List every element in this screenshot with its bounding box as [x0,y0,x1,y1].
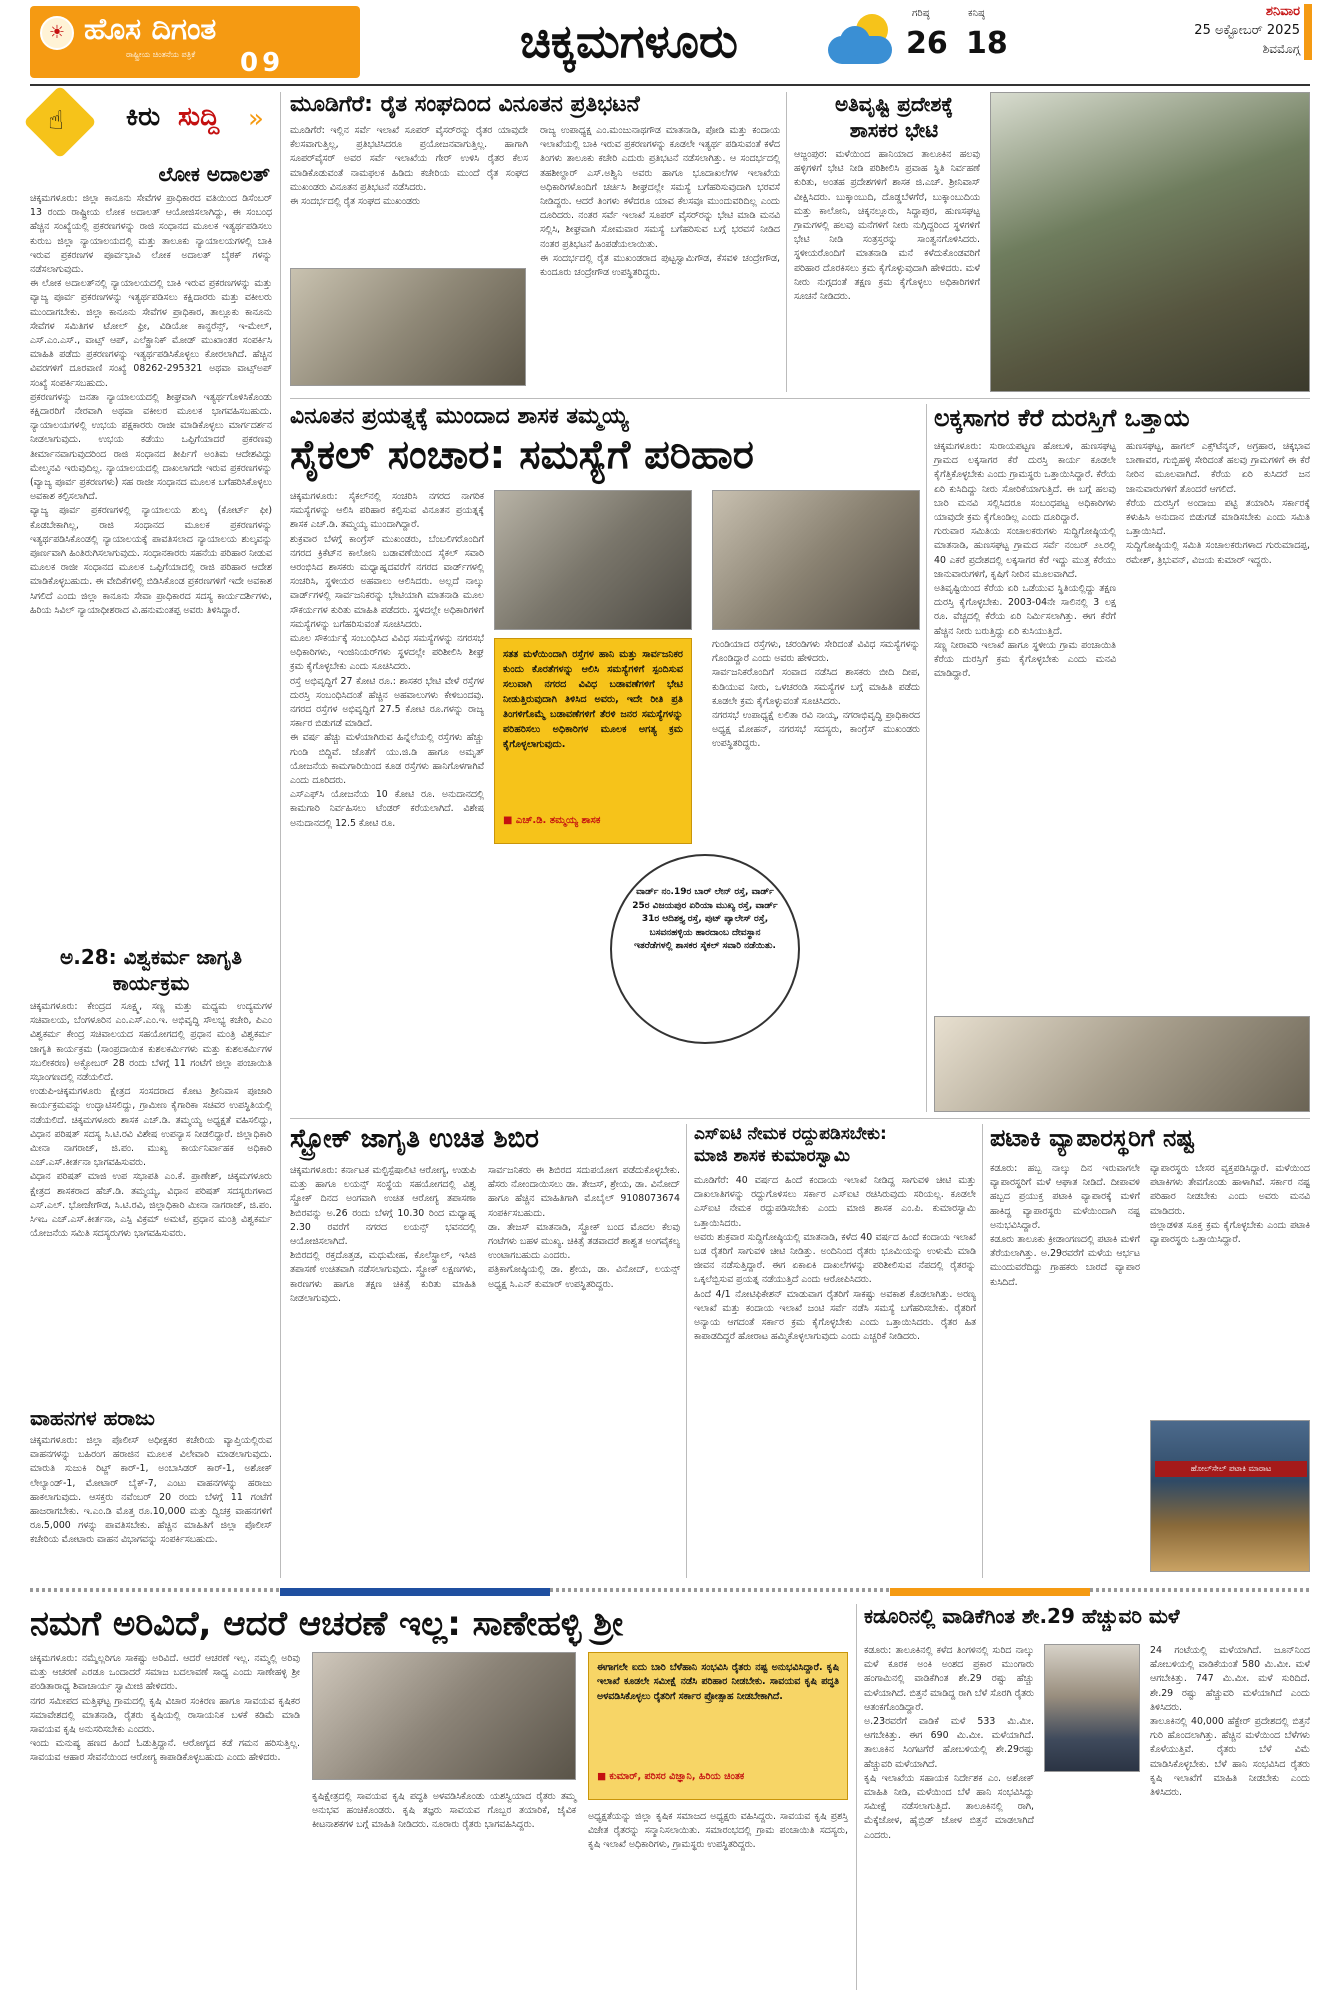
cycle-circle-callout [610,854,800,1044]
lakkasagara-body-a: ಚಿಕ್ಕಮಗಳೂರು: ಸುರಾಯಪಟ್ಟಣ ಹೋಬಳಿ, ಹುಣಸಘಟ್ಟ ಗ್ರಾಮದ ಲಕ್ಕಸಾಗರ ಕೆರೆ ದುರಸ್ತಿ ಕಾರ್ಯ ಕೂಡಲೇ ಕೈಗೆತ್ತಿಕೊಳ್ಳಬೇಕು ಎಂದು ಗ್ರಾಮಸ್ಥರು ಒತ್ತಾಯಿಸಿದ್ದಾರೆ. ಕೆರೆಯ ಏರಿ ಕುಸಿದಿದ್ದು ನೀರು ಸೋರಿಕೆಯಾಗುತ್ತಿದೆ. ಈ ಬಗ್ಗೆ ಹಲವು ಬಾರಿ ಮನವಿ ಸಲ್ಲಿಸಿದರೂ ಸಂಬಂಧಪಟ್ಟ ಅಧಿಕಾರಿಗಳು ಯಾವುದೇ ಕ್ರಮ ಕೈಗೊಂಡಿಲ್ಲ ಎಂದು ದೂರಿದ್ದಾರೆ. ಗುರುವಾರ ಸಮಿತಿಯ ಸಂಚಾಲಕರುಗಳು ಸುದ್ದಿಗೋಷ್ಠಿಯಲ್ಲಿ ಮಾತನಾಡಿ, ಹುಣಸಘಟ್ಟ ಗ್ರಾಮದ ಸರ್ವೆ ನಂಬರ್ ೨೬ರಲ್ಲಿ 40 ಎಕರೆ ಪ್ರದೇಶದಲ್ಲಿ ಲಕ್ಕಸಾಗರ ಕೆರೆ ಇದ್ದು ಮುತ್ತ ಕೆರೆಯು ಜಾನುವಾರುಗಳಿಗೆ, ಕೃಷಿಗೆ ನೀರಿನ ಮೂಲವಾಗಿದೆ. ಅತಿವೃಷ್ಟಿಯಿಂದ ಕೆರೆಯ ಏರಿ ಒಡೆಯುವ ಸ್ಥಿತಿಯಲ್ಲಿದ್ದು ತಕ್ಷಣ ದುರಸ್ತಿ ಕೈಗೊಳ್ಳಬೇಕು. 2003-04ನೇ ಸಾಲಿನಲ್ಲಿ 3 ಲಕ್ಷ ರೂ. ವೆಚ್ಚದಲ್ಲಿ ಕೆರೆಯ ಏರಿ ನಿರ್ಮಿಸಲಾಗಿತ್ತು. ಈಗ ಕೆರೆಗೆ ಹೆಚ್ಚಿನ ನೀರು ಬರುತ್ತಿದ್ದು ಏರಿ ಕುಸಿಯುತ್ತಿದೆ. ಸಣ್ಣ ನೀರಾವರಿ ಇಲಾಖೆ ಹಾಗೂ ಸ್ಥಳೀಯ ಗ್ರಾಮ ಪಂಚಾಯಿತಿ ಕೆರೆಯ ದುರಸ್ತಿಗೆ ಕ್ರಮ ಕೈಗೊಳ್ಳಬೇಕು ಎಂದು ಮನವಿ ಮಾಡಿದ್ದಾರೆ. [934,441,1116,680]
cycle-quote-text: ಸತತ ಮಳೆಯಿಂದಾಗಿ ರಸ್ತೆಗಳ ಹಾನಿ ಮತ್ತು ಸಾರ್ವಜನಿಕರ ಕುಂದು ಕೊರತೆಗಳನ್ನು ಆಲಿಸಿ ಸಮಸ್ಯೆಗಳಿಗೆ ಸ್ಪಂದಿಸುವ ಸಲುವಾಗಿ ನಗರದ ವಿವಿಧ ಬಡಾವಣೆಗಳಿಗೆ ಭೇಟಿ ನೀಡುತ್ತಿರುವುದಾಗಿ ತಿಳಿಸಿದ ಅವರು, ಇದೇ ರೀತಿ ಪ್ರತಿ ತಿಂಗಳಿಗೊಮ್ಮೆ ಬಡಾವಣೆಗಳಿಗೆ ತೆರಳಿ ಜನರ ಸಮಸ್ಯೆಗಳನ್ನು ಪರಿಹರಿಸಲು ಅಧಿಕಾರಿಗಳ ಮೂಲಕ ಅಗತ್ಯ ಕ್ರಮ ಕೈಗೊಳ್ಳಲಾಗುವುದು. [503,649,687,750]
article-cycle [290,404,920,1112]
article-stroke [290,1124,680,1578]
logo-text: ಹೊಸ ದಿಗಂತ [84,12,217,47]
lakkasagara-title: ಲಕ್ಕಸಾಗರ ಕೆರೆ ದುರಸ್ತಿಗೆ ಒತ್ತಾಯ [934,404,1190,432]
suddi-label: ಸುದ್ದಿ [178,102,220,132]
pataki-shop-sign: ಹೋಲ್‌ಸೇಲ್ ಪಟಾಕಿ ಮಾರಾಟ [1155,1461,1307,1477]
vahan-body: ಚಿಕ್ಕಮಗಳೂರು: ಜಿಲ್ಲಾ ಪೊಲೀಸ್ ಅಧೀಕ್ಷಕರ ಕಚೇರಿಯ ವ್ಯಾಪ್ತಿಯಲ್ಲಿರುವ ವಾಹನಗಳನ್ನು ಬಹಿರಂಗ ಹರಾಜಿನ ಮೂಲಕ ವಿಲೇವಾರಿ ಮಾಡಲಾಗುವುದು. ಮಾರುತಿ ಸುಜುಕಿ ರಿಟ್ಜ್ ಕಾರ್-1, ಅಂಬಾಸಿಡರ್ ಕಾರ್-1, ಅಶೋಕ್ ಲೇಲ್ಯಾಂಡ್-1, ಮೋಟಾರ್ ಬೈಕ್-7, ಎಂಟು ವಾಹನಗಳನ್ನು ಹರಾಜು ಹಾಕಲಾಗುವುದು. ಆಸಕ್ತರು ನವೆಂಬರ್ 20 ರಂದು ಬೆಳಗ್ಗೆ 11 ಗಂಟೆಗೆ ಹಾಜರಾಗಬೇಕು. ಇ.ಎಂ.ಡಿ ಮೊತ್ತ ರೂ.10,000 ಮತ್ತು ದ್ವಿಚಕ್ರ ವಾಹನಗಳಿಗೆ ರೂ.5,000 ಗಳನ್ನು ಪಾವತಿಸಬೇಕು. ಹೆಚ್ಚಿನ ಮಾಹಿತಿಗೆ ಜಿಲ್ಲಾ ಪೊಲೀಸ್ ಕಚೇರಿಯ ಮೋಟಾರು ವಾಹನ ವಿಭಾಗವನ್ನು ಸಂಪರ್ಕಿಸಬಹುದು. [30,1435,275,1546]
sanehalli-title: ನಮಗೆ ಅರಿವಿದೆ, ಆದರೆ ಆಚರಣೆ ಇಲ್ಲ: ಸಾಣೇಹಳ್ಳಿ ಶ್ರೀ [30,1604,624,1644]
sit-title-1: ಎಸ್‌ಐಟಿ ನೇಮಕ ರದ್ದುಪಡಿಸಬೇಕು: [694,1124,887,1144]
cycle-quote-box [494,638,692,844]
masthead [0,0,1339,84]
masthead-accent [1304,4,1312,60]
cycle-photo-2 [712,490,920,630]
max-temp-label: ಗರಿಷ್ಠ [912,8,930,19]
cycle-title: ಸೈಕಲ್ ಸಂಚಾರ: ಸಮಸ್ಯೆಗೆ ಪರಿಹಾರ [290,432,754,478]
stroke-body-b: ಸಾರ್ವಜನಿಕರು ಈ ಶಿಬಿರದ ಸದುಪಯೋಗ ಪಡೆದುಕೊಳ್ಳಬೇಕು. ಹೆಸರು ನೋಂದಾಯಿಸಲು ಡಾ. ತೇಜಸ್, ಶ್ರೇಯ, ಡಾ. ವಿನೋದ್ ಹಾಗೂ ಹೆಚ್ಚಿನ ಮಾಹಿತಿಗಾಗಿ ಮೊಬೈಲ್ 9108073674 ಸಂಪರ್ಕಿಸಬಹುದು. ಡಾ. ತೇಜಸ್ ಮಾತನಾಡಿ, ಸ್ಟ್ರೋಕ್ ಬಂದ ಮೊದಲ ಕೆಲವು ಗಂಟೆಗಳು ಬಹಳ ಮುಖ್ಯ. ಚಿಕಿತ್ಸೆ ತಡವಾದರೆ ಶಾಶ್ವತ ಅಂಗವೈಕಲ್ಯ ಉಂಟಾಗಬಹುದು ಎಂದರು. ಪತ್ರಿಕಾಗೋಷ್ಠಿಯಲ್ಲಿ ಡಾ. ಶ್ರೇಯ, ಡಾ. ವಿನೋದ್, ಲಯನ್ಸ್ ಅಧ್ಯಕ್ಷ ಸಿ.ಎನ್ ಕುಮಾರ್ ಉಪಸ್ಥಿತರಿದ್ದರು. [488,1165,680,1290]
section-rule [30,1588,1310,1596]
vish-title: ಅ.28: ವಿಶ್ವಕರ್ಮ ಜಾಗೃತಿ ಕಾರ್ಯಕ್ರಮ [60,945,242,995]
ativrushti-photo [990,92,1310,392]
chevrons-icon: » [248,104,264,134]
sanehalli-body-b: ಕೃಷಿಕ್ಷೇತ್ರದಲ್ಲಿ ಸಾವಯವ ಕೃಷಿ ಪದ್ಧತಿ ಅಳವಡಿಸಿಕೊಂಡು ಯಶಸ್ವಿಯಾದ ರೈತರು ತಮ್ಮ ಅನುಭವ ಹಂಚಿಕೊಂಡರು. ಕೃಷಿ ತಜ್ಞರು ಸಾವಯವ ಗೊಬ್ಬರ ತಯಾರಿಕೆ, ಜೈವಿಕ ಕೀಟನಾಶಕಗಳ ಬಗ್ಗೆ ಮಾಹಿತಿ ನೀಡಿದರು. ನೂರಾರು ರೈತರು ಭಾಗವಹಿಸಿದ್ದರು. [312,1791,579,1831]
vish-body: ಚಿಕ್ಕಮಗಳೂರು: ಕೇಂದ್ರದ ಸೂಕ್ಷ್ಮ, ಸಣ್ಣ ಮತ್ತು ಮಧ್ಯಮ ಉದ್ಯಮಗಳ ಸಚಿವಾಲಯ, ಬೆಂಗಳೂರಿನ ಎಂ.ಎಸ್.ಎಂ.ಇ. ಅಭಿವೃದ್ಧಿ ಸೌಲಭ್ಯ ಕಚೇರಿ, ಪಿಎಂ ವಿಶ್ವಕರ್ಮ ಕೇಂದ್ರ ಸಚಿವಾಲಯದ ಸಹಯೋಗದಲ್ಲಿ ಪ್ರಧಾನ ಮಂತ್ರಿ ವಿಶ್ವಕರ್ಮ ಜಾಗೃತಿ ಕಾರ್ಯಕ್ರಮ (ಸಾಂಪ್ರದಾಯಿಕ ಕುಶಲಕರ್ಮಿಗಳು ಮತ್ತು ಕುಶಲಕರ್ಮಿಗಳ ಸಬಲೀಕರಣ) ಅಕ್ಟೋಬರ್ 28 ರಂದು ಬೆಳಗ್ಗೆ 11 ಗಂಟೆಗೆ ಜಿಲ್ಲಾ ಪಂಚಾಯಿತಿ ಸಭಾಂಗಣದಲ್ಲಿ ನಡೆಯಲಿದೆ. ಉಡುಪಿ-ಚಿಕ್ಕಮಗಳೂರು ಕ್ಷೇತ್ರದ ಸಂಸದರಾದ ಕೋಟ ಶ್ರೀನಿವಾಸ ಪೂಜಾರಿ ಕಾರ್ಯಕ್ರಮವನ್ನು ಉದ್ಘಾಟಿಸಲಿದ್ದು, ಗ್ರಾಮೀಣ ಕೈಗಾರಿಕಾ ಸಚಿವರ ಉಪಸ್ಥಿತಿಯಲ್ಲಿ ನಡೆಯಲಿದೆ. ಚಿಕ್ಕಮಗಳೂರು ಶಾಸಕ ಎಚ್.ಡಿ. ತಮ್ಮಯ್ಯ ಅಧ್ಯಕ್ಷತೆ ವಹಿಸಲಿದ್ದು, ವಿಧಾನ ಪರಿಷತ್ ಸದಸ್ಯ ಸಿ.ಟಿ.ರವಿ ವಿಶೇಷ ಉಪನ್ಯಾಸ ನೀಡಲಿದ್ದಾರೆ. ಜಿಲ್ಲಾಧಿಕಾರಿ ಮೀನಾ ನಾಗರಾಜ್, ಜಿ.ಪಂ. ಮುಖ್ಯ ಕಾರ್ಯನಿರ್ವಾಹಕ ಅಧಿಕಾರಿ ಎಚ್.ಎಸ್.ಕೀರ್ತನಾ ಭಾಗವಹಿಸುವರು. ವಿಧಾನ ಪರಿಷತ್ ಮಾಜಿ ಉಪ ಸಭಾಪತಿ ಎಂ.ಕೆ. ಪ್ರಾಣೇಶ್, ಚಿಕ್ಕಮಗಳೂರು ಕ್ಷೇತ್ರದ ಶಾಸಕರಾದ ಹೆಚ್.ಡಿ. ತಮ್ಮಯ್ಯ, ವಿಧಾನ ಪರಿಷತ್ ಸದಸ್ಯರುಗಳಾದ ಎಸ್.ಎಲ್. ಭೋಜೇಗೌಡ, ಸಿ.ಟಿ.ರವಿ, ಜಿಲ್ಲಾಧಿಕಾರಿ ಮೀನಾ ನಾಗರಾಜ್, ಜಿ.ಪಂ. ಸಿಇಒ ಎಚ್.ಎಸ್.ಕೀರ್ತನಾ, ಎಸ್ಪಿ ವಿಕ್ರಮ್ ಅಮಟೆ, ಪ್ರಧಾನ ಮಂತ್ರಿ ವಿಶ್ವಕರ್ಮ ಯೋಜನೆಯ ಸಮಿತಿ ಸದಸ್ಯರುಗಳು ಭಾಗವಹಿಸುವರು. [30,1001,272,1240]
kadur-title: ಕಡೂರಿನಲ್ಲಿ ವಾಡಿಕೆಗಿಂತ ಶೇ.29 ಹೆಚ್ಚುವರಿ ಮಳೆ [864,1604,1180,1628]
sanehalli-body-c: ಅಧ್ಯಕ್ಷತೆಯನ್ನು ಜಿಲ್ಲಾ ಕೃಷಿಕ ಸಮಾಜದ ಅಧ್ಯಕ್ಷರು ವಹಿಸಿದ್ದರು. ಸಾವಯವ ಕೃಷಿ ಪ್ರಶಸ್ತಿ ವಿಜೇತ ರೈತರನ್ನು ಸನ್ಮಾನಿಸಲಾಯಿತು. ಸಮಾರಂಭದಲ್ಲಿ ಗ್ರಾಮ ಪಂಚಾಯಿತಿ ಸದಸ್ಯರು, ಕೃಷಿ ಇಲಾಖೆ ಅಧಿಕಾರಿಗಳು, ಗ್ರಾಮಸ್ಥರು ಉಪಸ್ಥಿತರಿದ್ದರು. [588,1811,851,1851]
article-kadur-rain [864,1604,1310,1990]
lok-title: ಲೋಕ ಅದಾಲತ್ [158,162,270,186]
sanehalli-quote-box [588,1652,848,1800]
pataki-body-a: ಕಡೂರು: ಹಬ್ಬ ನಾಲ್ಕು ದಿನ ಇರುವಾಗಲೇ ವ್ಯಾಪಾರಸ್ಥರಿಗೆ ಮಳೆ ಆಘಾತ ನೀಡಿದೆ. ದೀಪಾವಳಿ ಹಬ್ಬದ ಪ್ರಯುಕ್ತ ಪಟಾಕಿ ವ್ಯಾಪಾರಕ್ಕೆ ಮಳಿಗೆ ಹಾಕಿದ್ದ ವ್ಯಾಪಾರಸ್ಥರು ಮಳೆಯಿಂದಾಗಿ ನಷ್ಟ ಅನುಭವಿಸಿದ್ದಾರೆ. ಕಡೂರು ತಾಲೂಕು ಕ್ರೀಡಾಂಗಣದಲ್ಲಿ ಪಟಾಕಿ ಮಳಿಗೆ ತೆರೆಯಲಾಗಿತ್ತು. ಅ.29ರವರೆಗೆ ಮಳೆಯ ಆರ್ಭಟ ಮುಂದುವರೆದಿದ್ದು ಗ್ರಾಹಕರು ಬಾರದೆ ವ್ಯಾಪಾರ ಕುಸಿದಿದೆ. [990,1163,1140,1288]
kiru-suddi-banner: ☝ ಕಿರು ಸುದ್ದಿ » [30,92,272,152]
sit-title-2: ಮಾಜಿ ಶಾಸಕ ಕುಮಾರಸ್ವಾಮಿ [694,1146,850,1166]
stroke-body-a: ಚಿಕ್ಕಮಗಳೂರು: ಕರ್ನಾಟಕ ಮಲ್ಟಿಸ್ಪೆಷಾಲಿಟಿ ಆರೋಗ್ಯ, ಉಡುಪಿ ಮತ್ತು ಹಾಗೂ ಲಯನ್ಸ್ ಸಂಸ್ಥೆಯ ಸಹಯೋಗದಲ್ಲಿ ವಿಶ್ವ ಸ್ಟ್ರೋಕ್ ದಿನದ ಅಂಗವಾಗಿ ಉಚಿತ ಆರೋಗ್ಯ ತಪಾಸಣಾ ಶಿಬಿರವನ್ನು ಅ.26 ರಂದು ಬೆಳಗ್ಗೆ 10.30 ರಿಂದ ಮಧ್ಯಾಹ್ನ 2.30 ರವರೆಗೆ ನಗರದ ಲಯನ್ಸ್ ಭವನದಲ್ಲಿ ಆಯೋಜಿಸಲಾಗಿದೆ. ಶಿಬಿರದಲ್ಲಿ ರಕ್ತದೊತ್ತಡ, ಮಧುಮೇಹ, ಕೊಲೆಸ್ಟ್ರಾಲ್, ಇಸಿಜಿ ತಪಾಸಣೆ ಉಚಿತವಾಗಿ ನಡೆಸಲಾಗುವುದು. ಸ್ಟ್ರೋಕ್ ಲಕ್ಷಣಗಳು, ಕಾರಣಗಳು ಹಾಗೂ ತಕ್ಷಣ ಚಿಕಿತ್ಸೆ ಕುರಿತು ಮಾಹಿತಿ ನೀಡಲಾಗುವುದು. [290,1165,476,1304]
city-name: ಚಿಕ್ಕಮಗಳೂರು [520,14,738,68]
moodigere-body-a: ಮೂಡಿಗೆರೆ: ಇಲ್ಲಿನ ಸರ್ವೆ ಇಲಾಖೆ ಸೂಪರ್ ವೈಸರ್‌ರನ್ನು ರೈತರ ಯಾವುದೇ ಕೆಲಸವಾಗುತ್ತಿಲ್ಲ, ಪ್ರತಿಭಟಿಸಿದರೂ ಪ್ರಯೋಜನವಾಗುತ್ತಿಲ್ಲ. ಹಾಗಾಗಿ ಸೂಪರ್‌ವೈಸರ್ ಅವರ ಸರ್ವೆ ಇಲಾಖೆಯ ಗೇರ್ ಉಳಿಸಿ ರೈತರ ಕೆಲಸ ಮಾಡಿಕೊಡುವಂತೆ ನಾಮಫಲಕ ಹಿಡಿದು ಕಚೇರಿಯ ಮುಂದೆ ರೈತ ಸಂಘದ ಮುಖಂಡರು ವಿನೂತನ ಪ್ರತಿಭಟನೆ ನಡೆಸಿದರು. ಈ ಸಂದರ್ಭದಲ್ಲಿ ರೈತ ಸಂಘದ ಮುಖಂಡರು [290,125,528,208]
sidebar [30,92,275,1578]
kadur-body-b: 24 ಗಂಟೆಯಲ್ಲಿ ಮಳೆಯಾಗಿದೆ. ಜೂನ್‌ನಿಂದ ಹೋಬಳಿಯಲ್ಲಿ ವಾಡಿಕೆಯಂತೆ 580 ಮಿ.ಮೀ. ಮಳೆ ಆಗಬೇಕಿತ್ತು. 747 ಮಿ.ಮೀ. ಮಳೆ ಸುರಿದಿದೆ. ಶೇ.29 ರಷ್ಟು ಹೆಚ್ಚುವರಿ ಮಳೆಯಾಗಿದೆ ಎಂದು ತಿಳಿಸಿದರು. ತಾಲೂಕಿನಲ್ಲಿ 40,000 ಹೆಕ್ಟೇರ್ ಪ್ರದೇಶದಲ್ಲಿ ಬಿತ್ತನೆ ಗುರಿ ಹೊಂದಲಾಗಿತ್ತು. ಹೆಚ್ಚಿನ ಮಳೆಯಿಂದ ಬೆಳೆಗಳು ಕೊಳೆಯುತ್ತಿವೆ. ರೈತರು ಬೆಳೆ ವಿಮೆ ಮಾಡಿಸಿಕೊಳ್ಳಬೇಕು. ಬೆಳೆ ಹಾನಿ ಸಂಭವಿಸಿದ ರೈತರು ಕೃಷಿ ಇಲಾಖೆಗೆ ಮಾಹಿತಿ ನೀಡಬೇಕು ಎಂದು ತಿಳಿಸಿದರು. [1150,1645,1310,1799]
sit-body: ಮೂಡಿಗೆರೆ: 40 ವರ್ಷದ ಹಿಂದೆ ಕಂದಾಯ ಇಲಾಖೆ ನೀಡಿದ್ದ ಸಾಗುವಳಿ ಚೀಟಿ ಮತ್ತು ದಾಖಲಾತಿಗಳನ್ನು ರದ್ದುಗೊಳಿಸಲು ಸರ್ಕಾರ ಎಸ್‌ಐಟಿ ರಚಿಸಿರುವುದು ಸರಿಯಲ್ಲ. ಕೂಡಲೇ ಎಸ್‌ಐಟಿ ನೇಮಕ ರದ್ದುಪಡಿಸಬೇಕು ಎಂದು ಮಾಜಿ ಶಾಸಕ ಎಂ.ಪಿ. ಕುಮಾರಸ್ವಾಮಿ ಒತ್ತಾಯಿಸಿದರು. ಅವರು ಶುಕ್ರವಾರ ಸುದ್ದಿಗೋಷ್ಠಿಯಲ್ಲಿ ಮಾತನಾಡಿ, ಕಳೆದ 40 ವರ್ಷದ ಹಿಂದೆ ಕಂದಾಯ ಇಲಾಖೆ ಬಡ ರೈತರಿಗೆ ಸಾಗುವಳಿ ಚೀಟಿ ನೀಡಿತ್ತು. ಅಂದಿನಿಂದ ರೈತರು ಭೂಮಿಯನ್ನು ಉಳುಮೆ ಮಾಡಿ ಜೀವನ ನಡೆಸುತ್ತಿದ್ದಾರೆ. ಈಗ ಏಕಾಏಕಿ ದಾಖಲೆಗಳನ್ನು ಪರಿಶೀಲಿಸುವ ನೆಪದಲ್ಲಿ ರೈತರನ್ನು ಒಕ್ಕಲೆಬ್ಬಿಸುವ ಪ್ರಯತ್ನ ನಡೆಯುತ್ತಿದೆ ಎಂದು ಆರೋಪಿಸಿದರು. ಹಿಂದೆ 4/1 ನೋಟಿಫಿಕೇಶನ್ ಮಾಡುವಾಗ ರೈತರಿಗೆ ಸಾಕಷ್ಟು ಅವಕಾಶ ಕೊಡಲಾಗಿತ್ತು. ಅರಣ್ಯ ಇಲಾಖೆ ಮತ್ತು ಕಂದಾಯ ಇಲಾಖೆ ಜಂಟಿ ಸರ್ವೆ ನಡೆಸಿ ಸಮಸ್ಯೆ ಬಗೆಹರಿಸಬೇಕು. ರೈತರಿಗೆ ಅನ್ಯಾಯ ಆಗದಂತೆ ಸರ್ಕಾರ ಕ್ರಮ ಕೈಗೊಳ್ಳಬೇಕು ಎಂದು ಒತ್ತಾಯಿಸಿದರು. ರೈತರ ಹಿತ ಕಾಪಾಡದಿದ್ದರೆ ಹೋರಾಟ ಹಮ್ಮಿಕೊಳ್ಳಲಾಗುವುದು ಎಂದು ಎಚ್ಚರಿಕೆ ನೀಡಿದರು. [694,1175,976,1343]
article-sanehalli [30,1604,851,1990]
cycle-quote-byline: ■ ಎಚ್.ಡಿ. ತಮ್ಮಯ್ಯ ಶಾಸಕ [503,815,601,826]
pataki-body-b: ವ್ಯಾಪಾರಸ್ಥರು ಬೇಸರ ವ್ಯಕ್ತಪಡಿಸಿದ್ದಾರೆ. ಮಳೆಯಿಂದ ಪಟಾಕಿಗಳು ತೇವಗೊಂಡು ಹಾಳಾಗಿವೆ. ಸರ್ಕಾರ ನಷ್ಟ ಪರಿಹಾರ ನೀಡಬೇಕು ಎಂದು ಅವರು ಮನವಿ ಮಾಡಿದರು. ಜಿಲ್ಲಾಡಳಿತ ಸೂಕ್ತ ಕ್ರಮ ಕೈಗೊಳ್ಳಬೇಕು ಎಂದು ಪಟಾಕಿ ವ್ಯಾಪಾರಸ್ಥರು ಒತ್ತಾಯಿಸಿದ್ದಾರೆ. [1150,1163,1310,1246]
ativrushti-body: ಆಜ್ಜಂಪುರ: ಮಳೆಯಿಂದ ಹಾನಿಯಾದ ತಾಲೂಕಿನ ಹಲವು ಹಳ್ಳಿಗಳಿಗೆ ಭೇಟಿ ನೀಡಿ ಪರಿಶೀಲಿಸಿ ಪ್ರವಾಹ ಸ್ಥಿತಿ ನಿರ್ವಹಣೆ ಕುರಿತು, ಅಂತಹ ಪ್ರದೇಶಗಳಿಗೆ ಶಾಸಕ ಜಿ.ಎಚ್. ಶ್ರೀನಿವಾಸ್ ವೀಕ್ಷಿಸಿದರು. ಬುಕ್ಕಾಂಬುದಿ, ದೊಡ್ಡಬೆಳಗೆರೆ, ಬುಕ್ಕಾಂಬುದಿಯ ಮತ್ತು ಕಾಲೋನಿ, ಚಿಕ್ಕನಲ್ಲೂರು, ಸಿದ್ದಾಪುರ, ಹುಣಸಘಟ್ಟ ಗ್ರಾಮಗಳಲ್ಲಿ ಹಲವು ಮನೆಗಳಿಗೆ ನೀರು ನುಗ್ಗಿದ್ದರಿಂದ ಸ್ಥಳಗಳಿಗೆ ಭೇಟಿ ನೀಡಿ ಸಂತ್ರಸ್ತರನ್ನು ಸಾಂತ್ವನಗೊಳಿಸಿದರು. ಸ್ಥಳೀಯರೊಂದಿಗೆ ಮಾತನಾಡಿ ಮನೆ ಕಳೆದುಕೊಂಡವರಿಗೆ ಪರಿಹಾರ ದೊರಕಿಸಲು ಕ್ರಮ ಕೈಗೊಳ್ಳುವುದಾಗಿ ಹೇಳಿದರು. ಮಳೆ ನೀರು ನುಗ್ಗದಂತೆ ತಕ್ಷಣ ಕ್ರಮ ಕೈಗೊಳ್ಳಲು ಅಧಿಕಾರಿಗಳಿಗೆ ಸೂಚನೆ ನೀಡಿದರು. [794,149,983,303]
edition: ಶಿವಮೊಗ್ಗ [1262,42,1300,56]
weekday: ಶನಿವಾರ [1265,4,1300,19]
moodigere-body-b: ರಾಜ್ಯ ಉಪಾಧ್ಯಕ್ಷ ಎಂ.ಮಂಜುನಾಥಗೌಡ ಮಾತನಾಡಿ, ಪೋಡಿ ಮತ್ತು ಕಂದಾಯ ಇಲಾಖೆಯಲ್ಲಿ ಬಾಕಿ ಇರುವ ಪ್ರಕರಣಗಳನ್ನು ಕೂಡಲೇ ಇತ್ಯರ್ಥ ಪಡಿಸುವಂತೆ ಕಳೆದ ತಿಂಗಳು ತಾಲೂಕು ಕಚೇರಿ ಎದುರು ಪ್ರತಿಭಟನೆ ನಡೆಸಲಾಗಿತ್ತು. ಆ ಸಂದರ್ಭದಲ್ಲಿ ತಹಶೀಲ್ದಾರ್ ಎಸ್.ಅಶ್ವಿನಿ ಅವರು ಹಾಗೂ ಭೂದಾಖಲೆಗಳ ಇಲಾಖೆಯ ಅಧಿಕಾರಿಗಳೊಂದಿಗೆ ಚರ್ಚಿಸಿ ಶೀಘ್ರದಲ್ಲೇ ಸಮಸ್ಯೆ ಬಗೆಹರಿಸುವುದಾಗಿ ಭರವಸೆ ನೀಡಿದ್ದರು. ಆದರೆ ತಿಂಗಳು ಕಳೆದರೂ ಯಾವ ಕೆಲಸವೂ ಮುಂದುವರಿದಿಲ್ಲ ಎಂದು ದೂರಿದರು. ನಂತರ ಸರ್ವೆ ಇಲಾಖೆ ಸೂಪರ್ ವೈಸರ್‌ರನ್ನು ಭೇಟಿ ಮಾಡಿ ಮನವಿ ಸಲ್ಲಿಸಿ, ಶೀಘ್ರವಾಗಿ ಸೋಮವಾರ ಸಮಸ್ಯೆ ಬಗೆಹರಿಸುವ ಬಗ್ಗೆ ಭರವಸೆ ನೀಡಿದ ನಂತರ ಪ್ರತಿಭಟನೆ ಹಿಂಪಡೆಯಲಾಯಿತು. ಈ ಸಂದರ್ಭದಲ್ಲಿ ರೈತ ಮುಖಂಡರಾದ ಪುಟ್ಟಸ್ವಾಮಿಗೌಡ, ಕೆಸವಳಿ ಚಂದ್ರೇಗೌಡ, ಕುಂದೂರು ಚಂದ್ರೇಗೌಡ ಉಪಸ್ಥಿತರಿದ್ದರು. [540,125,780,279]
vahan-title: ವಾಹನಗಳ ಹರಾಜು [30,1406,155,1430]
logo-emblem-icon: ☀ [40,16,74,50]
sanehalli-body-a: ಚಿಕ್ಕಮಗಳೂರು: ನಮ್ಮೆಲ್ಲರಿಗೂ ಸಾಕಷ್ಟು ಅರಿವಿದೆ. ಆದರೆ ಆಚರಣೆ ಇಲ್ಲ. ನಮ್ಮಲ್ಲಿ ಅರಿವು ಮತ್ತು ಆಚರಣೆ ಎರಡೂ ಒಂದಾದರೆ ಸಮಾಜ ಬದಲಾವಣೆ ಸಾಧ್ಯ ಎಂದು ಸಾಣೇಹಳ್ಳಿ ಶ್ರೀ ಪಂಡಿತಾರಾಧ್ಯ ಶಿವಾಚಾರ್ಯ ಸ್ವಾಮೀಜಿ ಹೇಳಿದರು. ನಗರ ಸಮೀಪದ ಮತ್ತಿಘಟ್ಟ ಗ್ರಾಮದಲ್ಲಿ ಕೃಷಿ ವಿಚಾರ ಸಂಕಿರಣ ಹಾಗೂ ಸಾವಯವ ಕೃಷಿಕರ ಸಮಾವೇಶದಲ್ಲಿ ಮಾತನಾಡಿ, ರೈತರು ಕೃಷಿಯಲ್ಲಿ ರಾಸಾಯನಿಕ ಬಳಕೆ ಕಡಿಮೆ ಮಾಡಿ ಸಾವಯವ ಕೃಷಿ ಅನುಸರಿಸಬೇಕು ಎಂದರು. ಇಂದು ಮನುಷ್ಯ ಹಣದ ಹಿಂದೆ ಓಡುತ್ತಿದ್ದಾನೆ. ಆರೋಗ್ಯದ ಕಡೆ ಗಮನ ಹರಿಸುತ್ತಿಲ್ಲ. ಸಾವಯವ ಆಹಾರ ಸೇವನೆಯಿಂದ ಆರೋಗ್ಯ ಕಾಪಾಡಿಕೊಳ್ಳಬಹುದು ಎಂದು ಹೇಳಿದರು. [30,1653,300,1764]
article-moodigere [290,92,780,392]
cycle-body-b: ಗುಂಡಿಯಾದ ರಸ್ತೆಗಳು, ಚರಂಡಿಗಳು ಸೇರಿದಂತೆ ವಿವಿಧ ಸಮಸ್ಯೆಗಳನ್ನು ಗೊಂಡಿದ್ದಾರೆ ಎಂದು ಅವರು ಹೇಳಿದರು. ಸಾರ್ವಜನಿಕರೊಂದಿಗೆ ಸಂವಾದ ನಡೆಸಿದ ಶಾಸಕರು ಬೀದಿ ದೀಪ, ಕುಡಿಯುವ ನೀರು, ಒಳಚರಂಡಿ ಸಮಸ್ಯೆಗಳ ಬಗ್ಗೆ ಮಾಹಿತಿ ಪಡೆದು ಕೂಡಲೇ ಕ್ರಮ ಕೈಗೊಳ್ಳುವಂತೆ ಸೂಚಿಸಿದರು. ನಗರಸಭೆ ಉಪಾಧ್ಯಕ್ಷೆ ಲಲಿತಾ ರವಿ ನಾಯ್ಕ, ನಗರಾಭಿವೃದ್ಧಿ ಪ್ರಾಧಿಕಾರದ ಅಧ್ಯಕ್ಷ ಮೋಹನ್, ನಗರಸಭೆ ಸದಸ್ಯರು, ಕಾಂಗ್ರೆಸ್ ಮುಖಂಡರು ಉಪಸ್ಥಿತರಿದ್ದರು. [712,639,920,750]
cycle-photo-1 [494,490,692,630]
stroke-title: ಸ್ಟ್ರೋಕ್ ಜಾಗೃತಿ ಉಚಿತ ಶಿಬಿರ [290,1124,539,1154]
ativrushti-title-1: ಅತಿವೃಷ್ಟಿ ಪ್ರದೇಶಕ್ಕೆ [834,92,954,116]
min-temp-label: ಕನಿಷ್ಠ [968,8,985,19]
article-ativrushti [794,92,1310,392]
lok-body: ಚಿಕ್ಕಮಗಳೂರು: ಜಿಲ್ಲಾ ಕಾನೂನು ಸೇವೆಗಳ ಪ್ರಾಧಿಕಾರದ ವತಿಯಿಂದ ಡಿಸೆಂಬರ್ 13 ರಂದು ರಾಷ್ಟ್ರೀಯ ಲೋಕ ಅದಾಲತ್ ಆಯೋಜಿಸಲಾಗಿದ್ದು, ಈ ಸಂಬಂಧ ಹೆಚ್ಚಿನ ಸಂಖ್ಯೆಯಲ್ಲಿ ಪ್ರಕರಣಗಳನ್ನು ರಾಜಿ ಸಂಧಾನದ ಮೂಲಕ ಇತ್ಯರ್ಥಪಡಿಸಲು ಕುರುಬ ಜಿಲ್ಲಾ ನ್ಯಾಯಾಲಯದಲ್ಲಿ ಮತ್ತು ತಾಲೂಕು ನ್ಯಾಯಾಲಯಗಳಲ್ಲಿ ಬಾಕಿ ಇರುವ ಪ್ರಕರಣಗಳ ಪೂರ್ವಭಾವಿ ಲೋಕ ಅದಾಲತ್ ಬೈಠಕ್ ಗಳನ್ನು ನಡೆಸಲಾಗುವುದು. ಈ ಲೋಕ ಅದಾಲತ್‌ನಲ್ಲಿ ನ್ಯಾಯಾಲಯದಲ್ಲಿ ಬಾಕಿ ಇರುವ ಪ್ರಕರಣಗಳನ್ನು ಮತ್ತು ವ್ಯಾಜ್ಯ ಪೂರ್ವ ಪ್ರಕರಣಗಳನ್ನು ಇತ್ಯರ್ಥಪಡಿಸಲು ಕಕ್ಷಿದಾರರು ಮತ್ತು ವಕೀಲರು ಮುಂದಾಗಬೇಕು. ಜಿಲ್ಲಾ ಕಾನೂನು ಸೇವೆಗಳ ಪ್ರಾಧಿಕಾರ, ತಾಲ್ಲೂಕು ಕಾನೂನು ಸೇವೆಗಳ ಸಮಿತಿಗಳ ಟೋಲ್ ಫ್ರೀ, ವಿಡಿಯೋ ಕಾನ್ಫರೆನ್ಸ್, ಇ-ಮೇಲ್, ಎಸ್.ಎಂ.ಎಸ್., ವಾಟ್ಸ್ ಆಪ್, ಎಲೆಕ್ಟ್ರಾನಿಕ್ ಮೋಡ್ ಮುಖಾಂತರ ಸಂಪರ್ಕಿಸಿ ಮಾಹಿತಿ ಪಡೆದು ಪ್ರಕರಣಗಳನ್ನು ಇತ್ಯರ್ಥಪಡಿಸಿಕೊಳ್ಳಲು ಕೋರಲಾಗಿದೆ. ಹೆಚ್ಚಿನ ವಿವರಗಳಿಗೆ ದೂರವಾಣಿ ಸಂಖ್ಯೆ 08262-295321 ಅಥವಾ ವಾಟ್ಸ್ಅಪ್ ಸಂಖ್ಯೆ ಸಂಪರ್ಕಿಸಬಹುದು. ಪ್ರಕರಣಗಳನ್ನು ಜನತಾ ನ್ಯಾಯಾಲಯದಲ್ಲಿ ಶೀಘ್ರವಾಗಿ ಇತ್ಯರ್ಥಗೊಳಿಸಿಕೊಂಡು ಕಕ್ಷಿದಾರರಿಗೆ ನೇರವಾಗಿ ಅಥವಾ ವಕೀಲರ ಮೂಲಕ ಭಾಗವಹಿಸಬಹುದು. ನ್ಯಾಯಾಲಯಗಳಲ್ಲಿ ಉಭಯ ಪಕ್ಷಕಾರರು ರಾಜೀ ಮಾಡಿಕೊಳ್ಳಲು ಮಾರ್ಗದರ್ಶನ ನೀಡಲಾಗುವುದು. ಉಭಯ ಕಡೆಯು ಒಪ್ಪಿಗೆಯಾದರೆ ಪ್ರಕರಣವು ತೀರ್ಮಾನವಾಗುವುದರಿಂದ ರಾಜಿ ಸಂಧಾನದ ತೀರ್ಪಿಗೆ ಅಂತಿಮ ಆದೇಶವಿದ್ದು ಮೇಲ್ಮನವಿ ಇರುವುದಿಲ್ಲ. ನ್ಯಾಯಾಲಯದಲ್ಲಿ ದಾಖಲಾಗದೇ ಇರುವ ಪ್ರಕರಣಗಳನ್ನು (ವ್ಯಾಜ್ಯ ಪೂರ್ವ ಪ್ರಕರಣಗಳು) ಸಹ ರಾಜೀ ಸಂಧಾನದ ಮೂಲಕ ಬಗೆಹರಿಸಿಕೊಳ್ಳಲು ಅವಕಾಶ ಕಲ್ಪಿಸಲಾಗಿದೆ. ವ್ಯಾಜ್ಯ ಪೂರ್ವ ಪ್ರಕರಣಗಳಲ್ಲಿ ನ್ಯಾಯಾಲಯ ಶುಲ್ಕ (ಕೋರ್ಟ್ ಫೀ) ಕೊಡಬೇಕಾಗಿಲ್ಲ, ರಾಜಿ ಸಂಧಾನದ ಮೂಲಕ ಪ್ರಕರಣಗಳನ್ನು ಇತ್ಯರ್ಥಪಡಿಸಿಕೊಂಡಲ್ಲಿ ನ್ಯಾಯಾಲಯಕ್ಕೆ ಪಾವತಿಸಲಾದ ನ್ಯಾಯಾಲಯ ಶುಲ್ಕವನ್ನು ಪೂರ್ಣವಾಗಿ ಹಿಂತಿರುಗಿಸಲಾಗುವುದು. ಸಂಧಾನಕಾರರು ಸಹನೆಯ ಪರಿಹಾರ ನೀಡುವ ಮೂಲಕ ರಾಜೀ ಸಂಧಾನದ ಮೂಲಕ ಒಪ್ಪಿಗೆಯಾದಲ್ಲಿ ರಾಜಿ ಪರಿಹಾರ ಆದೇಶ ಮಾಡಿಕೊಳ್ಳಬಹುದು. ಈ ವೇದಿಕೆಗಳಲ್ಲಿ ಬಿಡಿಸಿಕೊಂಡ ಪ್ರಕರಣಗಳಿಗೆ ಇದೇ ಅವಕಾಶ ಸಿಗಲಿದೆ ಎಂದು ಜಿಲ್ಲಾ ಕಾನೂನು ಸೇವಾ ಪ್ರಾಧಿಕಾರದ ಸದಸ್ಯ ಕಾರ್ಯದರ್ಶಿಗಳು, ಹಿರಿಯ ಸಿವಿಲ್ ನ್ಯಾಯಾಧೀಶರಾದ ವಿ.ಹನುಮಂತಪ್ಪ ಅವರು ತಿಳಿಸಿದ್ದಾರೆ. [30,193,273,616]
cycle-circle-text: ವಾರ್ಡ್ ನಂ.19ರ ಬಾರ್ ಲೇನ್ ರಸ್ತೆ, ವಾರ್ಡ್ 25ರ ವಿಜಯಪುರ ಏರಿಯಾ ಮುಖ್ಯ ರಸ್ತೆ, ವಾರ್ಡ್ 31ರ ಆದಿಶಕ್ತ್ಯ ರಸ್ತೆ, ಪುಟ್ ಪ್ಯಾಲೇಸ್ ರಸ್ತೆ, ಬಸವನಹಳ್ಳಿಯ ಹಾರದಾಂಬ ದೇವಸ್ಥಾನ ಇತರೆಡೆಗಳಲ್ಲಿ ಶಾಸಕರ ಸೈಕಲ್ ಸವಾರಿ ನಡೆಯಿತು. [632,887,778,952]
article-sit [694,1124,976,1578]
pataki-photo [1150,1420,1310,1572]
sanehalli-quote-byline: ■ ಕುಮಾರ್, ಪರಿಸರ ವಿಜ್ಞಾನಿ, ಹಿರಿಯ ಚಿಂತಕ [597,1771,745,1782]
kadur-portrait [1044,1644,1140,1772]
date: 25 ಅಕ್ಟೋಬರ್ 2025 [1194,23,1300,38]
max-temp: 26 [906,26,948,61]
article-lakkasagara [934,404,1310,1112]
sanehalli-quote-text: ಈಗಾಗಲೇ ಐದು ಬಾರಿ ಬೆಳೆಹಾನಿ ಸಂಭವಿಸಿ ರೈತರು ನಷ್ಟ ಅನುಭವಿಸಿದ್ದಾರೆ. ಕೃಷಿ ಇಲಾಖೆ ಕೂಡಲೇ ಸಮೀಕ್ಷೆ ನಡೆಸಿ ಪರಿಹಾರ ನೀಡಬೇಕು. ಸಾವಯವ ಕೃಷಿ ಪದ್ಧತಿ ಅಳವಡಿಸಿಕೊಳ್ಳಲು ರೈತರಿಗೆ ಸರ್ಕಾರ ಪ್ರೋತ್ಸಾಹ ನೀಡಬೇಕಾಗಿದೆ. [597,1662,843,1702]
ativrushti-title-2: ಶಾಸಕರ ಭೇಟಿ [849,118,939,142]
date-block [1100,4,1300,62]
lakkasagara-body-b: ಹುಣಸಘಟ್ಟ, ಹಾಗಲ್ ಎಕ್ಸ್‌ಟೆನ್ಶನ್, ಅಗ್ರಹಾರ, ಚಿಕ್ಕಭಾವ ಬಾಣಾವರ, ಗುಬ್ಬಿಹಳ್ಳಿ ಸೇರಿದಂತೆ ಹಲವು ಗ್ರಾಮಗಳಿಗೆ ಈ ಕೆರೆ ನೀರಿನ ಮೂಲವಾಗಿದೆ. ಕೆರೆಯ ಏರಿ ಕುಸಿದರೆ ಜನ ಜಾನುವಾರುಗಳಿಗೆ ತೊಂದರೆ ಆಗಲಿದೆ. ಕೆರೆಯ ದುರಸ್ತಿಗೆ ಅಂದಾಜು ಪಟ್ಟಿ ತಯಾರಿಸಿ ಸರ್ಕಾರಕ್ಕೆ ಕಳುಹಿಸಿ ಅನುದಾನ ಬಿಡುಗಡೆ ಮಾಡಿಸಬೇಕು ಎಂದು ಸಮಿತಿ ಒತ್ತಾಯಿಸಿದೆ. ಸುದ್ದಿಗೋಷ್ಠಿಯಲ್ಲಿ ಸಮಿತಿ ಸಂಚಾಲಕರುಗಳಾದ ಗುರುಮಾದಪ್ಪ, ರಮೇಶ್, ತ್ರಿಭುವನ್, ವಿಜಯ ಕುಮಾರ್ ಇದ್ದರು. [1126,441,1310,566]
logo-box [30,6,360,78]
article-pataki [990,1124,1310,1578]
min-temp: 18 [966,26,1008,61]
kadur-body-a: ಕಡೂರು: ತಾಲೂಕಿನಲ್ಲಿ ಕಳೆದ ತಿಂಗಳಿನಲ್ಲಿ ಸುರಿದ ನಾಲ್ಕು ಮಳೆ ಕೂರಕ ಅಂಕಿ ಅಂಶದ ಪ್ರಕಾರ ಮುಂಗಾರು ಹಂಗಾಮಿನಲ್ಲಿ ವಾಡಿಕೆಗಿಂತ ಶೇ.29 ರಷ್ಟು ಹೆಚ್ಚು ಮಳೆಯಾಗಿದೆ. ಬಿತ್ತನೆ ಮಾಡಿದ್ದ ರಾಗಿ ಬೆಳೆ ಸೊರಗಿ ರೈತರು ಆತಂಕಗೊಂಡಿದ್ದಾರೆ. ಅ.23ರವರೆಗೆ ವಾಡಿಕೆ ಮಳೆ 533 ಮಿ.ಮೀ. ಆಗಬೇಕಿತ್ತು. ಈಗ 690 ಮಿ.ಮೀ. ಮಳೆಯಾಗಿದೆ. ತಾಲೂಕಿನ ಸಿಂಗಟಗೆರೆ ಹೋಬಳಿಯಲ್ಲಿ ಶೇ.29ರಷ್ಟು ಹೆಚ್ಚುವರಿ ಮಳೆಯಾಗಿದೆ. ಕೃಷಿ ಇಲಾಖೆಯ ಸಹಾಯಕ ನಿರ್ದೇಶಕ ಎಂ. ಅಶೋಕ್ ಮಾಹಿತಿ ನೀಡಿ, ಮಳೆಯಿಂದ ಬೆಳೆ ಹಾನಿ ಸಂಭವಿಸಿದ್ದು ಸಮೀಕ್ಷೆ ನಡೆಸಲಾಗುತ್ತಿದೆ. ತಾಲೂಕಿನಲ್ಲಿ ರಾಗಿ, ಮೆಕ್ಕೆಜೋಳ, ಹೈಬ್ರಿಡ್ ಜೋಳ ಬಿತ್ತನೆ ಮಾಡಲಾಗಿದೆ ಎಂದರು. [864,1645,1034,1841]
moodigere-title: ಮೂಡಿಗೆರೆ: ರೈತ ಸಂಘದಿಂದ ವಿನೂತನ ಪ್ರತಿಭಟನೆ [290,92,640,117]
sanehalli-photo [312,1652,576,1780]
moodigere-photo [290,268,526,386]
cycle-kicker: ವಿನೂತನ ಪ್ರಯತ್ನಕ್ಕೆ ಮುಂದಾದ ಶಾಸಕ ತಮ್ಮಯ್ಯ [290,404,629,429]
kiru-label: ಕಿರು [126,102,161,132]
lakkasagara-photo [934,1016,1310,1112]
page-number: 09 [240,48,285,78]
weather-cloud-icon [828,12,896,68]
logo-subtitle: ರಾಷ್ಟ್ರೀಯ ಚಿಂತನೆಯ ಪತ್ರಿಕೆ [126,50,196,59]
cycle-body-a: ಚಿಕ್ಕಮಗಳೂರು: ಸೈಕಲ್‌ನಲ್ಲಿ ಸಂಚರಿಸಿ ನಗರದ ನಾಗರಿಕ ಸಮಸ್ಯೆಗಳನ್ನು ಆಲಿಸಿ ಪರಿಹಾರ ಕಲ್ಪಿಸುವ ವಿನೂತನ ಪ್ರಯತ್ನಕ್ಕೆ ಶಾಸಕ ಎಚ್.ಡಿ. ತಮ್ಮಯ್ಯ ಮುಂದಾಗಿದ್ದಾರೆ. ಶುಕ್ರವಾರ ಬೆಳಗ್ಗೆ ಕಾಂಗ್ರೆಸ್ ಮುಖಂಡರು, ಬೆಂಬಲಿಗರೊಂದಿಗೆ ನಗರದ ಕ್ರಿಕೆಟ್‌ನ ಕಾಲೋನಿ ಬಡಾವಣೆಯಿಂದ ಸೈಕಲ್ ಸವಾರಿ ಆರಂಭಿಸಿದ ಶಾಸಕರು ಮಧ್ಯಾಹ್ನದವರೆಗೆ ನಗರದ ವಾರ್ಡ್‌ಗಳಲ್ಲಿ ಸಂಚರಿಸಿ, ಸ್ಥಳೀಯರ ಅಹವಾಲು ಆಲಿಸಿದರು. ಅಲ್ಲದೆ ನಾಲ್ಕು ವಾರ್ಡ್‌ಗಳಲ್ಲಿ ಸಾರ್ವಜನಿಕರನ್ನು ಭೇಟಿಯಾಗಿ ಮಾತನಾಡಿ ಮೂಲ ಸೌಕರ್ಯಗಳ ಕುರಿತು ಮಾಹಿತಿ ಪಡೆದರು. ಸ್ಥಳದಲ್ಲೇ ಅಧಿಕಾರಿಗಳಿಗೆ ಸಮಸ್ಯೆಗಳನ್ನು ಬಗೆಹರಿಸುವಂತೆ ಸೂಚಿಸಿದರು. ಮೂಲ ಸೌಕರ್ಯಕ್ಕೆ ಸಂಬಂಧಿಸಿದ ವಿವಿಧ ಸಮಸ್ಯೆಗಳನ್ನು ನಗರಸಭೆ ಅಧಿಕಾರಿಗಳು, ಇಂಜಿನಿಯರ್‌ಗಳು ಸ್ಥಳದಲ್ಲೇ ಪರಿಶೀಲಿಸಿ ಶೀಘ್ರ ಕ್ರಮ ಕೈಗೊಳ್ಳಬೇಕು ಎಂದು ಸೂಚಿಸಿದರು. ರಸ್ತೆ ಅಭಿವೃದ್ಧಿಗೆ 27 ಕೋಟಿ ರೂ.: ಶಾಸಕರ ಭೇಟಿ ವೇಳೆ ರಸ್ತೆಗಳ ದುರಸ್ತಿ ಸಂಬಂಧಿಸಿದಂತೆ ಹೆಚ್ಚಿನ ಅಹವಾಲುಗಳು ಕೇಳಿಬಂದವು. ನಗರದ ರಸ್ತೆಗಳ ಅಭಿವೃದ್ಧಿಗೆ 27.5 ಕೋಟಿ ರೂ.ಗಳನ್ನು ರಾಜ್ಯ ಸರ್ಕಾರ ಬಿಡುಗಡೆ ಮಾಡಿದೆ. ಈ ವರ್ಷ ಹೆಚ್ಚು ಮಳೆಯಾಗಿರುವ ಹಿನ್ನೆಲೆಯಲ್ಲಿ ರಸ್ತೆಗಳು ಹೆಚ್ಚು ಗುಂಡಿ ಬಿದ್ದಿವೆ. ಜೊತೆಗೆ ಯು.ಜಿ.ಡಿ ಹಾಗೂ ಅಮೃತ್ ಯೋಜನೆಯ ಕಾಮಗಾರಿಯಿಂದ ಕೂಡ ರಸ್ತೆಗಳು ಹಾನಿಗೊಳಗಾಗಿವೆ ಎಂದು ದೂರಿದರು. ಎಸ್‌ಎಫ್‌ಸಿ ಯೋಜನೆಯ 10 ಕೋಟಿ ರೂ. ಅನುದಾನದಲ್ಲಿ ಕಾಮಗಾರಿ ನಿರ್ವಹಿಸಲು ಟೆಂಡರ್ ಕರೆಯಲಾಗಿದೆ. ವಿಶೇಷ ಅನುದಾನದಲ್ಲಿ 12.5 ಕೋಟಿ ರೂ. [290,491,484,829]
pataki-title: ಪಟಾಕಿ ವ್ಯಾಪಾರಸ್ಥರಿಗೆ ನಷ್ಟ [990,1124,1195,1152]
